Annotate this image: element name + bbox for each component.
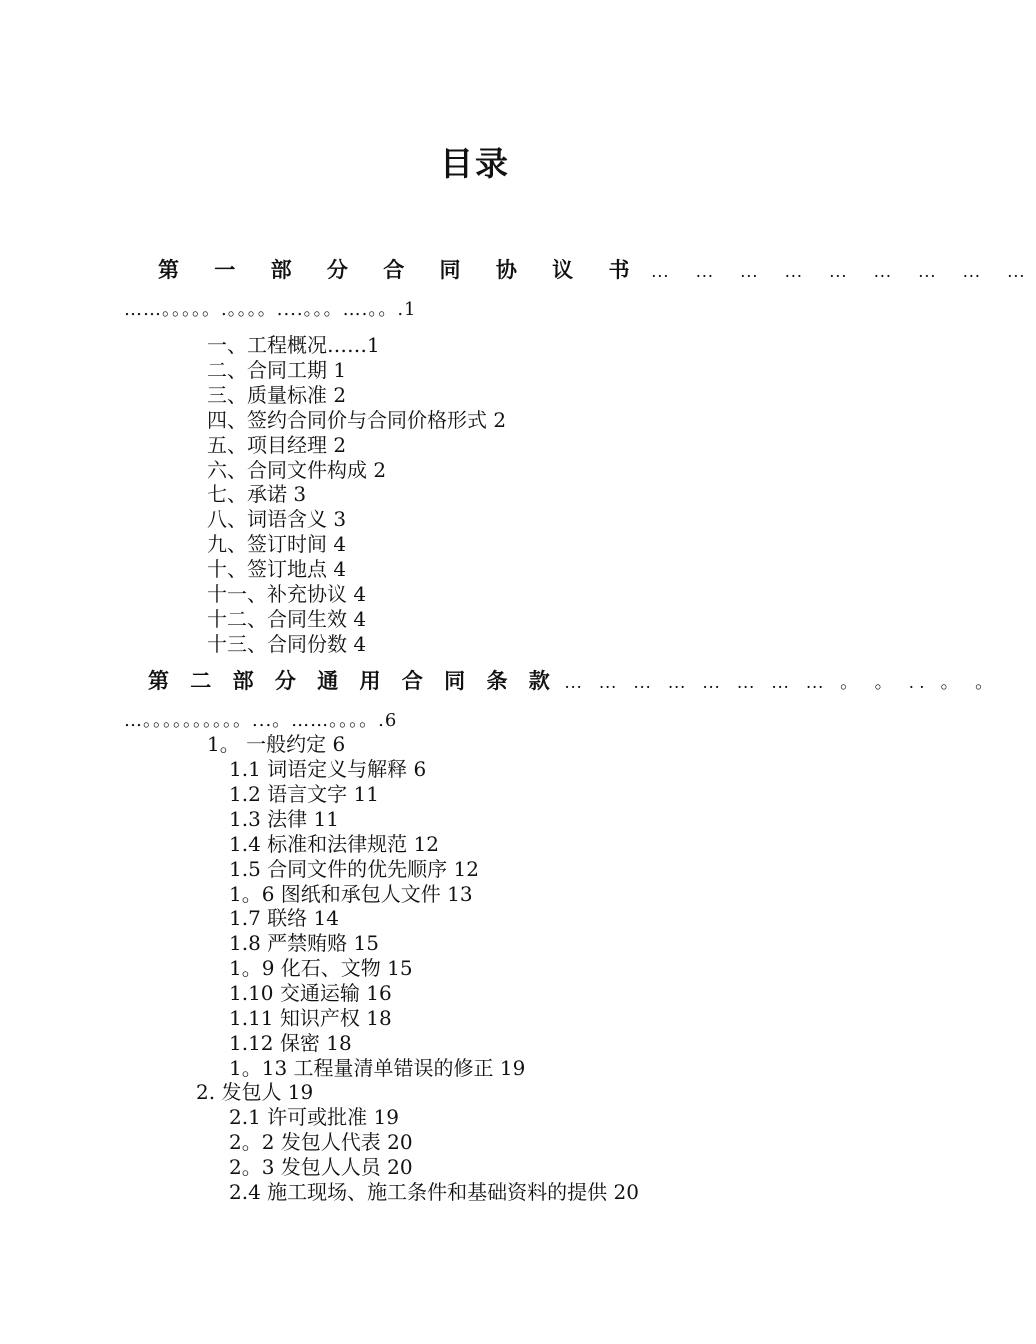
toc-entry[interactable]: 九、签订时间 4 [207,532,347,557]
toc-entry[interactable]: 十一、补充协议 4 [207,582,367,606]
part1-heading[interactable]: 第 一 部 分 合 同 协 议 书 [158,258,644,282]
toc-subentry[interactable]: 1.5 合同文件的优先顺序 12 [229,856,479,881]
toc-subentry[interactable]: 1.7 联络 14 [229,906,339,931]
toc-subentry[interactable]: 1.1 词语定义与解释 6 [229,757,427,781]
toc-subentry[interactable]: 1。9 化石、文物 15 [229,956,413,981]
toc-subentry[interactable]: 2.4 施工现场、施工条件和基础资料的提供 20 [229,1179,639,1204]
toc-subentry[interactable]: 1.2 语言文字 11 [229,781,379,806]
part2-leader-dots: … … … … … … … … 。 。 .. 。 。 [564,672,1000,692]
toc-entry[interactable]: 七、承诺 3 [207,482,307,507]
part1-leader-dots: … … … … … … … … … [650,261,1036,281]
toc-entry[interactable]: 六、合同文件构成 2 [207,457,387,482]
toc-entry[interactable]: 十、签订地点 4 [207,557,347,582]
toc-subentry[interactable]: 1.4 标准和法律规范 12 [229,831,439,856]
part1-continuation: ……。。。。。.。。。。....。。。….。。.1 [124,299,417,320]
toc-subentry[interactable]: 1.11 知识产权 18 [229,1006,392,1030]
toc-entry[interactable]: 四、签约合同价与合同价格形式 2 [207,407,507,432]
toc-subentry[interactable]: 2.1 许可或批准 19 [229,1105,399,1129]
toc-entry[interactable]: 五、项目经理 2 [207,432,347,457]
toc-subentry[interactable]: 1。13 工程量清单错误的修正 19 [229,1055,526,1080]
toc-subentry[interactable]: 2。2 发包人代表 20 [229,1129,413,1154]
toc-entry[interactable]: 八、词语含义 3 [207,507,347,532]
page-title: 目录 [440,144,510,183]
toc-entry[interactable]: 二、合同工期 1 [207,357,347,382]
toc-entry[interactable]: 三、质量标准 2 [207,382,347,407]
part1-heading-line [158,258,1036,284]
part2-heading-line [148,669,999,695]
toc-entry[interactable]: 一、工程概况……1 [207,333,380,357]
toc-subentry[interactable]: 1.8 严禁贿赂 15 [229,931,379,956]
toc-subentry[interactable]: 1.12 保密 18 [229,1030,352,1055]
section2-heading[interactable]: 2. 发包人 19 [196,1080,314,1104]
toc-subentry[interactable]: 2。3 发包人人员 20 [229,1154,413,1179]
toc-subentry[interactable]: 1.10 交通运输 16 [229,981,392,1006]
toc-subentry[interactable]: 1。6 图纸和承包人文件 13 [229,881,473,906]
toc-subentry[interactable]: 1.3 法律 11 [229,806,339,831]
toc-entry[interactable]: 十二、合同生效 4 [207,606,367,631]
section1-heading[interactable]: 1。 一般约定 6 [207,732,346,756]
part2-continuation: …。。。。。。。。。。...。……。。。。.6 [124,710,398,731]
toc-entry[interactable]: 十三、合同份数 4 [207,631,367,656]
part2-heading[interactable]: 第 二 部 分 通 用 合 同 条 款 [148,669,557,693]
